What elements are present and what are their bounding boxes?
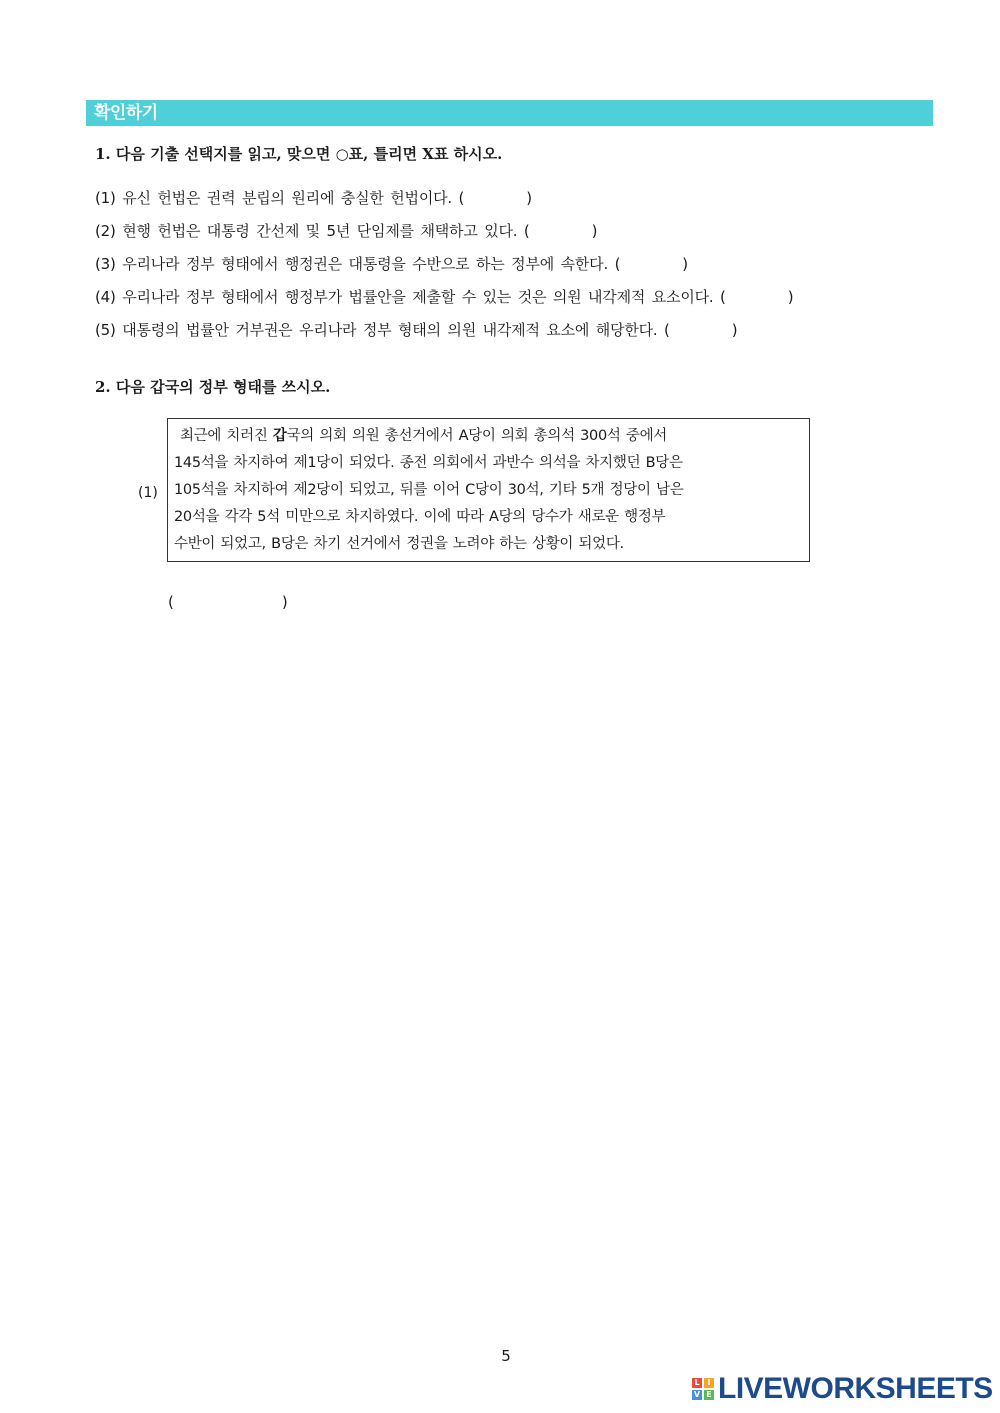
page-number: 5: [501, 1347, 511, 1365]
passage-line-1-start: 최근에 치러진: [180, 428, 273, 444]
q1-item-1-text: (1) 유신 헌법은 권력 분립의 원리에 충실한 헌법이다. (: [95, 189, 465, 207]
question-1-prompt: 1. 다음 기출 선택지를 읽고, 맞으면 ○표, 틀리면 X표 하시오.: [95, 145, 503, 163]
brand-mark: [692, 1372, 993, 1406]
q1-item-5-text: (5) 대통령의 법률안 거부권은 우리나라 정부 형태의 의원 내각제적 요소에 해당한다. (: [95, 321, 670, 339]
q1-item-2: [95, 221, 597, 241]
passage-line-1-end: 국의 의회 의원 총선거에서 A당이 의회 총의석 300석 중에서: [286, 428, 668, 444]
passage-line-5: 수반이 되었고, B당은 차기 선거에서 정권을 노려야 하는 상황이 되었다.: [174, 536, 624, 552]
q1-item-2-close: ): [591, 222, 598, 240]
q1-item-3-text: (3) 우리나라 정부 형태에서 행정권은 대통령을 수반으로 하는 정부에 속한다. (: [95, 255, 621, 273]
passage-line-1: [180, 426, 667, 446]
brand-name: LIVEWORKSHEETS: [718, 1372, 993, 1405]
section-banner: [86, 100, 933, 126]
q1-item-4-close: ): [787, 288, 794, 306]
q1-item-5: [95, 320, 737, 340]
q1-item-3-close: ): [682, 255, 688, 273]
passage-line-2: 145석을 차지하여 제1당이 되었다. 종전 의회에서 과반수 의석을 차지했던 B당은: [174, 455, 683, 471]
q2-answer-close: ): [281, 593, 288, 611]
q2-answer-open: (: [168, 593, 174, 611]
passage-box: [167, 418, 810, 562]
q2-answer: [168, 592, 288, 612]
liveworksheets-logo-icon: L I V E: [692, 1378, 714, 1400]
q1-item-5-close: ): [731, 321, 738, 339]
q1-item-4: [95, 287, 793, 307]
passage-line-3: 105석을 차지하여 제2당이 되었고, 뒤를 이어 C당이 30석, 기타 5개 정당이 남은: [174, 482, 684, 498]
section-title: 확인하기: [94, 103, 158, 123]
q1-item-3: [95, 254, 688, 274]
passage-line-4: 20석을 각각 5석 미만으로 차지하였다. 이에 따라 A당의 당수가 새로운 행정부: [174, 509, 666, 525]
passage-bold-country: 갑: [272, 428, 287, 444]
q1-item-1-close: ): [526, 189, 532, 207]
question-2-prompt: 2. 다음 갑국의 정부 형태를 쓰시오.: [95, 378, 331, 396]
q1-item-4-text: (4) 우리나라 정부 형태에서 행정부가 법률안을 제출할 수 있는 것은 의원 내각제적 요소이다. (: [95, 288, 726, 306]
q1-item-1: [95, 188, 532, 208]
q1-item-2-text: (2) 현행 헌법은 대통령 간선제 및 5년 단임제를 채택하고 있다. (: [95, 222, 530, 240]
q2-item-number: (1): [138, 485, 158, 501]
